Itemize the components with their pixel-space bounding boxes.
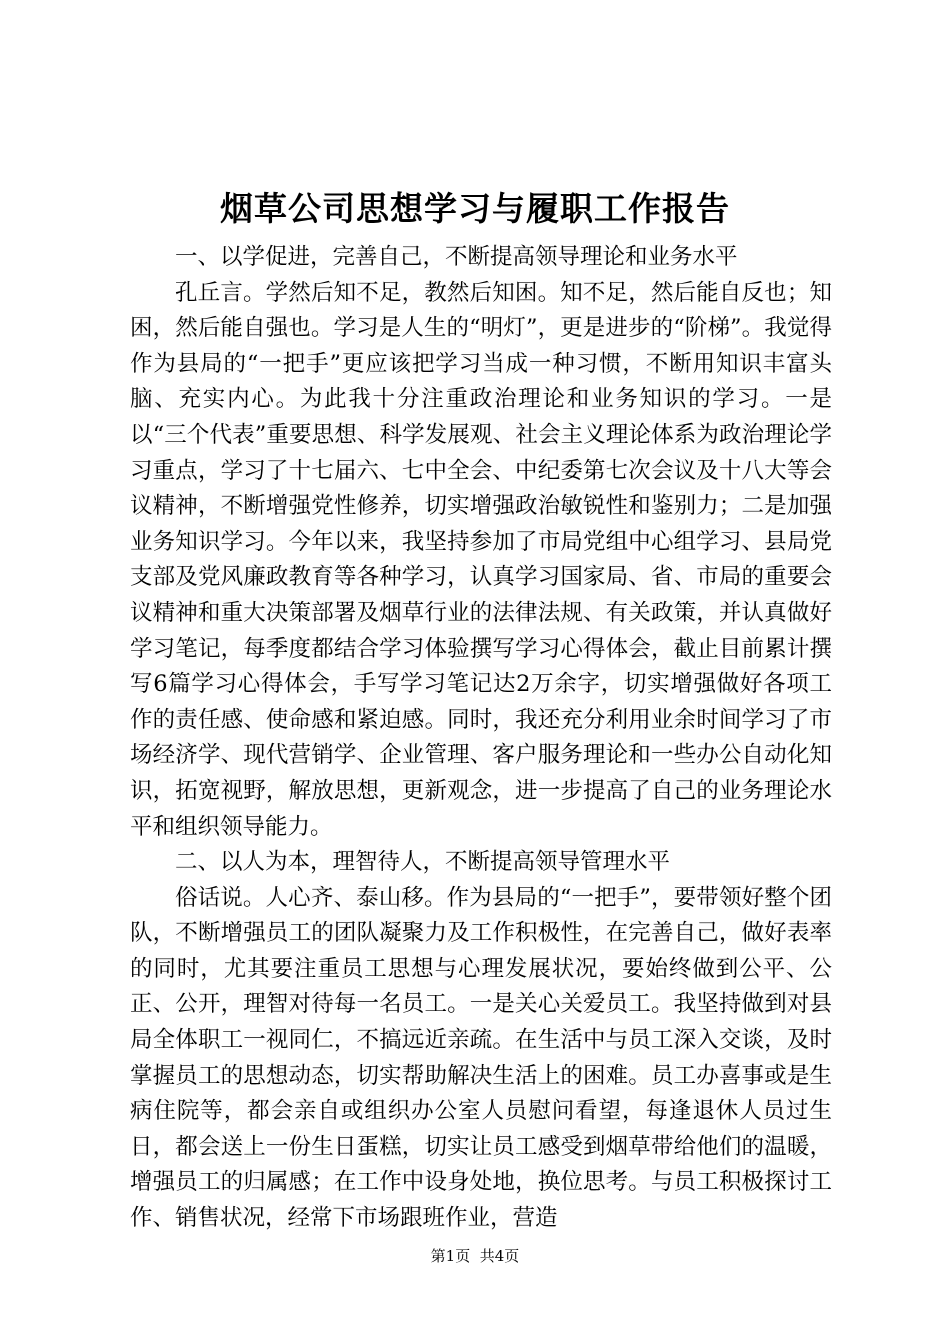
page-footer xyxy=(0,1246,950,1266)
section-heading-2: 二、以人为本，理智待人，不断提高领导管理水平 xyxy=(175,849,671,876)
footer-spacer xyxy=(470,1247,480,1265)
body-paragraph-2: 俗话说。人心齐、泰山移。作为县局的“一把手”，要带领好整个团队，不断增强员工的团队凝聚力及工作积极性，在完善自己，做好表率的同时，尤其要注重员工思想与心理发展状况，要始终做到公平、公正、公开，理智对待每一名员工。一是关心关爱员工。我坚持做到对县局全体职工一视同仁，不搞远近亲疏。在生活中与员工深入交谈，及时掌握员工的思想动态，切实帮助解决生活上的困难。员工办喜事或是生病住院等，都会亲自或组织办公室人员慰问看望，每逢退休人员过生日，都会送上一份生日蛋糕，切实让员工感受到烟草带给他们的温暖，增强员工的归属感；在工作中设身处地，换位思考。与员工积极探讨工作、销售状况，经常下市场跟班作业，营造 xyxy=(130,884,832,1232)
body-paragraph-1: 孔丘言。学然后知不足，教然后知困。知不足，然后能自反也；知困，然后能自强也。学习是人生的“明灯”，更是进步的“阶梯”。我觉得作为县局的“一把手”更应该把学习当成一种习惯，不断用知识丰富头脑、充实内心。为此我十分注重政治理论和业务知识的学习。一是以“三个代表”重要思想、科学发展观、社会主义理论体系为政治理论学习重点，学习了十七届六、七中全会、中纪委第七次会议及十八大等会议精神，不断增强党性修养，切实增强政治敏锐性和鉴别力；二是加强业务知识学习。今年以来，我坚持参加了市局党组中心组学习、县局党支部及党风廉政教育等各种学习，认真学习国家局、省、市局的重要会议精神和重大决策部署及烟草行业的法律法规、有关政策，并认真做好学习笔记，每季度都结合学习体验撰写学习心得体会，截止目前累计撰写6篇学习心得体会，手写学习笔记达2万余字，切实增强做好各项工作的责任感、使命感和紧迫感。同时，我还充分利用业余时间学习了市场经济学、现代营销学、企业管理、客户服务理论和一些办公自动化知识，拓宽视野，解放思想，更新观念，进一步提高了自己的业务理论水平和组织领导能力。 xyxy=(130,279,832,840)
page-number: 第1页 xyxy=(430,1247,471,1265)
page-total: 共4页 xyxy=(479,1247,520,1265)
document-body xyxy=(130,240,832,1237)
section-heading-1: 一、以学促进，完善自己，不断提高领导理论和业务水平 xyxy=(175,244,738,270)
document-title: 烟草公司思想学习与履职工作报告 xyxy=(220,189,730,228)
